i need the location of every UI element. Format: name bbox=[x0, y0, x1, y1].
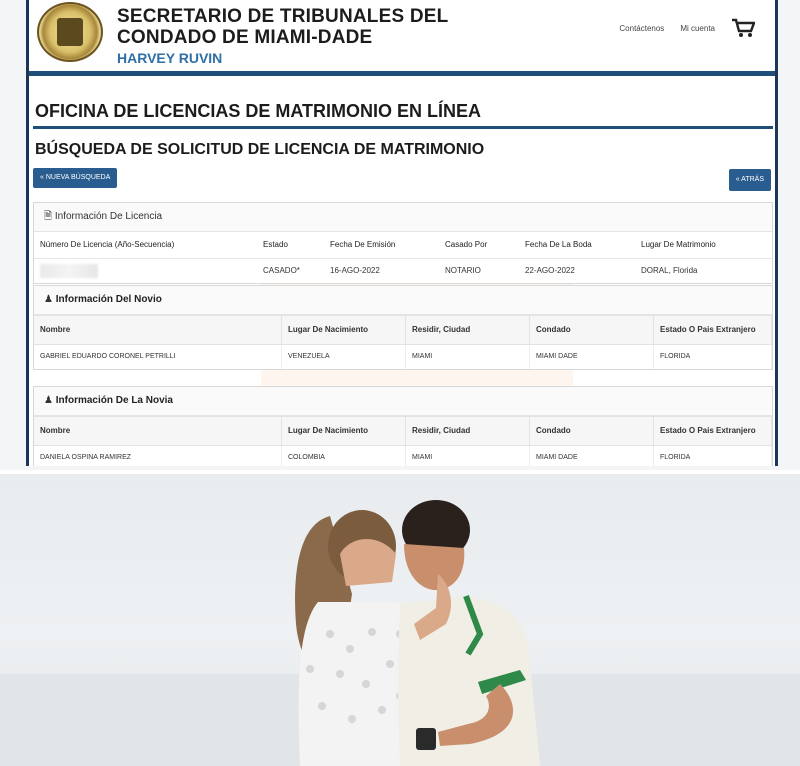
contact-link[interactable]: Contáctenos bbox=[619, 23, 665, 33]
col-place: Lugar De Matrimonio bbox=[641, 240, 716, 249]
document-icon: 🗎 bbox=[44, 211, 53, 222]
groom-state: FLORIDA bbox=[654, 345, 772, 369]
col-issue-date: Fecha De Emisión bbox=[330, 240, 396, 249]
title-divider bbox=[33, 126, 773, 129]
table-row bbox=[34, 345, 772, 369]
back-button[interactable]: « ATRÁS bbox=[729, 169, 771, 191]
groom-heading: ♟ Información Del Novio bbox=[34, 286, 772, 315]
col-name: Nombre bbox=[34, 417, 282, 445]
groom-card bbox=[33, 285, 773, 370]
bride-card bbox=[33, 386, 773, 466]
bride-city: MIAMI bbox=[406, 446, 530, 466]
cart-icon[interactable] bbox=[731, 18, 755, 38]
license-heading: 🗎 Información De Licencia bbox=[34, 203, 772, 232]
wedding-date-value: 22-AGO-2022 bbox=[525, 266, 575, 275]
account-link[interactable]: Mi cuenta bbox=[680, 23, 715, 33]
col-name: Nombre bbox=[34, 316, 282, 344]
col-county: Condado bbox=[530, 417, 654, 445]
groom-birthplace: VENEZUELA bbox=[282, 345, 406, 369]
col-birthplace: Lugar De Nacimiento bbox=[282, 417, 406, 445]
col-county: Condado bbox=[530, 316, 654, 344]
place-value: DORAL, Florida bbox=[641, 266, 698, 275]
couple-illustration bbox=[0, 474, 800, 766]
col-married-by: Casado Por bbox=[445, 240, 488, 249]
bride-state: FLORIDA bbox=[654, 446, 772, 466]
header-links bbox=[619, 18, 755, 38]
groom-header-row bbox=[34, 315, 772, 345]
search-title: BÚSQUEDA DE SOLICITUD DE LICENCIA DE MATRIMONIO bbox=[35, 141, 485, 158]
bride-header-row bbox=[34, 416, 772, 446]
county-seal[interactable] bbox=[37, 2, 103, 62]
col-city: Residir, Ciudad bbox=[406, 316, 530, 344]
issue-date-value: 16-AGO-2022 bbox=[330, 266, 380, 275]
bride-name: DANIELA OSPINA RAMIREZ bbox=[34, 446, 282, 466]
person-icon: ♟ bbox=[44, 395, 53, 406]
site-subtitle: HARVEY RUVIN bbox=[117, 50, 223, 66]
col-state: Estado O Pais Extranjero bbox=[654, 417, 772, 445]
bride-birthplace: COLOMBIA bbox=[282, 446, 406, 466]
col-state: Estado O Pais Extranjero bbox=[654, 316, 772, 344]
col-wedding-date: Fecha De La Boda bbox=[525, 240, 592, 249]
license-header-row bbox=[34, 232, 772, 259]
col-status: Estado bbox=[263, 240, 288, 249]
groom-name: GABRIEL EDUARDO CORONEL PETRILLI bbox=[34, 345, 282, 369]
status-value: CASADO* bbox=[263, 266, 300, 275]
couple-photo bbox=[0, 474, 800, 766]
person-icon: ♟ bbox=[44, 294, 53, 305]
groom-county: MIAMI DADE bbox=[530, 345, 654, 369]
col-city: Residir, Ciudad bbox=[406, 417, 530, 445]
site-title: SECRETARIO DE TRIBUNALES DEL CONDADO DE MIAMI-DADE bbox=[117, 6, 449, 48]
license-number-redacted bbox=[34, 259, 257, 283]
new-search-button[interactable]: « NUEVA BÚSQUEDA bbox=[33, 168, 117, 188]
bride-county: MIAMI DADE bbox=[530, 446, 654, 466]
bride-heading: ♟ Información De La Novia bbox=[34, 387, 772, 416]
groom-city: MIAMI bbox=[406, 345, 530, 369]
site-header bbox=[29, 0, 775, 76]
license-card bbox=[33, 202, 773, 284]
office-title: OFICINA DE LICENCIAS DE MATRIMONIO EN LÍNEA bbox=[35, 101, 482, 121]
married-by-value: NOTARIO bbox=[445, 266, 481, 275]
col-birthplace: Lugar De Nacimiento bbox=[282, 316, 406, 344]
col-license-number: Número De Licencia (Año-Secuencia) bbox=[40, 240, 175, 249]
table-row bbox=[34, 446, 772, 466]
table-row bbox=[34, 259, 772, 283]
browser-frame bbox=[26, 0, 778, 466]
